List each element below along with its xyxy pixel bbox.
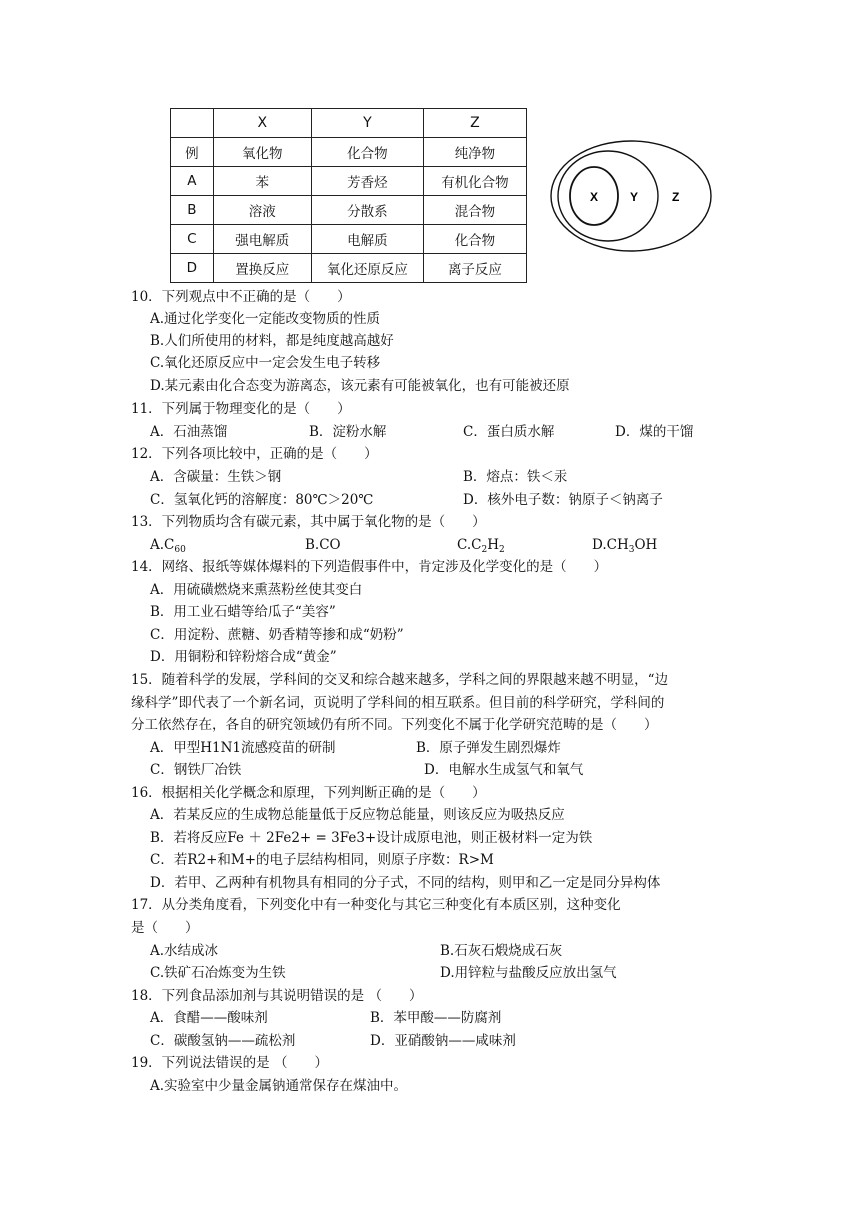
table-cell: 苯: [213, 167, 311, 196]
table-cell: C: [171, 225, 214, 254]
table-cell: 氧化还原反应: [311, 254, 423, 283]
question-15-option-d: D．电解水生成氢气和氧气: [424, 762, 584, 778]
option-c-text: C.C: [457, 537, 482, 553]
question-10-option-a: A.通过化学变化一定能改变物质的性质: [150, 311, 381, 327]
nested-sets-diagram: [548, 137, 716, 255]
question-11-option-a: A．石油蒸馏: [150, 424, 228, 440]
option-a-text: A.C: [150, 537, 175, 553]
table-cell: A: [171, 167, 214, 196]
subscript: 2: [481, 545, 488, 555]
question-12-option-c: C．氢氧化钙的溶解度：80℃＞20℃: [150, 492, 374, 508]
classification-table: [170, 108, 527, 283]
table-cell: 溶液: [213, 196, 311, 225]
table-header-cell: X: [213, 109, 311, 138]
question-12-option-b: B．熔点：铁＜汞: [463, 469, 568, 485]
question-14-option-a: A．用硫磺燃烧来熏蒸粉丝使其变白: [150, 582, 363, 598]
question-19-stem: 19．下列说法错误的是 （ ）: [131, 1055, 328, 1071]
question-11-stem: 11．下列属于物理变化的是（ ）: [131, 401, 351, 417]
table-row: [171, 196, 527, 225]
question-15-stem-line-3: 分工依然存在，各自的研究领域仍有所不同。下列变化不属于化学研究范畴的是（ ）: [131, 717, 658, 733]
question-15-option-b: B．原子弹发生剧烈爆炸: [416, 740, 561, 756]
question-14-stem: 14．网络、报纸等媒体爆料的下列造假事件中，肯定涉及化学变化的是（ ）: [131, 559, 608, 575]
option-d-text: D.CH: [592, 537, 629, 553]
table-header-row: [171, 109, 527, 138]
question-15-option-a: A．甲型H1N1流感疫苗的研制: [150, 740, 336, 756]
question-17-stem-line-2: 是（ ）: [131, 920, 199, 936]
question-17-stem-line-1: 17．从分类角度看，下列变化中有一种变化与其它三种变化有本质区别，这种变化: [131, 897, 621, 913]
table-cell: 化合物: [423, 225, 526, 254]
table-cell: 芳香烃: [311, 167, 423, 196]
set-y-label: Y: [630, 190, 639, 204]
table-row: [171, 254, 527, 283]
question-14-option-b: B．用工业石蜡等给瓜子“美容”: [150, 604, 336, 620]
question-15-option-c: C．钢铁厂冶铁: [150, 762, 242, 778]
table-cell: 强电解质: [213, 225, 311, 254]
table-header-cell: [171, 109, 214, 138]
table-cell: 纯净物: [423, 138, 526, 167]
table-header-cell: Y: [311, 109, 423, 138]
subscript: 3: [628, 545, 635, 555]
question-12-option-a: A．含碳量：生铁＞钢: [150, 469, 282, 485]
table-cell: 离子反应: [423, 254, 526, 283]
table-row: [171, 225, 527, 254]
table-cell: 混合物: [423, 196, 526, 225]
question-16-option-a: A．若某反应的生成物总能量低于反应物总能量，则该反应为吸热反应: [150, 807, 565, 823]
question-17-option-d: D.用锌粒与盐酸反应放出氢气: [440, 965, 617, 981]
question-18-option-a: A．食醋——酸味剂: [150, 1010, 268, 1026]
question-10-option-b: B.人们所使用的材料，都是纯度越高越好: [150, 333, 394, 349]
question-12-stem: 12．下列各项比较中，正确的是（ ）: [131, 446, 378, 462]
question-11-option-d: D．煤的干馏: [615, 424, 694, 440]
table-cell: 化合物: [311, 138, 423, 167]
question-16-option-b: B．若将反应Fe ＋ 2Fe2+ = 3Fe3+设计成原电池，则正极材料一定为铁: [150, 830, 593, 846]
table-cell: 电解质: [311, 225, 423, 254]
question-11-option-b: B．淀粉水解: [309, 424, 387, 440]
question-10-option-d: D.某元素由化合态变为游离态，该元素有可能被氧化，也有可能被还原: [150, 378, 570, 394]
set-y-ellipse: [558, 151, 658, 241]
set-x-label: X: [590, 190, 599, 204]
set-z-label: Z: [672, 190, 680, 204]
option-d-text: OH: [634, 537, 658, 553]
option-c-text: H: [487, 537, 499, 553]
question-17-option-c: C.铁矿石冶炼变为生铁: [150, 965, 286, 981]
question-11-option-c: C．蛋白质水解: [463, 424, 555, 440]
question-14-option-d: D．用铜粉和锌粉熔合成“黄金”: [150, 649, 337, 665]
table-cell: 置换反应: [213, 254, 311, 283]
question-16-option-d: D．若甲、乙两种有机物具有相同的分子式，不同的结构，则甲和乙一定是同分异构体: [150, 875, 661, 891]
table-cell: 氧化物: [213, 138, 311, 167]
question-14-option-c: C．用淀粉、蔗糖、奶香精等掺和成“奶粉”: [150, 627, 404, 643]
table-header-cell: Z: [423, 109, 526, 138]
question-17-option-a: A.水结成冰: [150, 943, 219, 959]
question-10-stem: 10．下列观点中不正确的是（ ）: [131, 289, 351, 305]
question-10-option-c: C.氧化还原反应中一定会发生电子转移: [150, 355, 381, 371]
question-16-stem: 16．根据相关化学概念和原理，下列判断正确的是（ ）: [131, 785, 486, 801]
question-17-option-b: B.石灰石煅烧成石灰: [440, 943, 563, 959]
subscript: 60: [174, 545, 186, 555]
question-18-stem: 18．下列食品添加剂与其说明错误的是 （ ）: [131, 988, 423, 1004]
question-19-option-a: A.实验室中少量金属钠通常保存在煤油中。: [150, 1078, 408, 1094]
table-cell: 分散系: [311, 196, 423, 225]
table-cell: 有机化合物: [423, 167, 526, 196]
question-15-stem-line-1: 15．随着科学的发展，学科间的交叉和综合越来越多，学科之间的界限越来越不明显，“边: [131, 672, 669, 688]
question-18-option-b: B．苯甲酸——防腐剂: [370, 1010, 502, 1026]
question-12-option-d: D．核外电子数：钠原子＜钠离子: [463, 492, 663, 508]
table-cell: D: [171, 254, 214, 283]
question-13-option-b: B.CO: [305, 537, 341, 553]
question-15-stem-line-2: 缘科学”即代表了一个新名词，页说明了学科间的相互联系。但目前的科学研究，学科间的: [131, 695, 665, 711]
question-13-stem: 13．下列物质均含有碳元素，其中属于氧化物的是（ ）: [131, 514, 486, 530]
table-cell: B: [171, 196, 214, 225]
table-row: [171, 138, 527, 167]
question-18-option-c: C．碳酸氢钠——疏松剂: [150, 1033, 296, 1049]
question-16-option-c: C．若R2+和M+的电子层结构相同，则原子序数：R>M: [150, 852, 494, 868]
table-row: [171, 167, 527, 196]
table-cell: 例: [171, 138, 214, 167]
question-18-option-d: D．亚硝酸钠——咸味剂: [370, 1033, 516, 1049]
subscript: 2: [498, 545, 505, 555]
